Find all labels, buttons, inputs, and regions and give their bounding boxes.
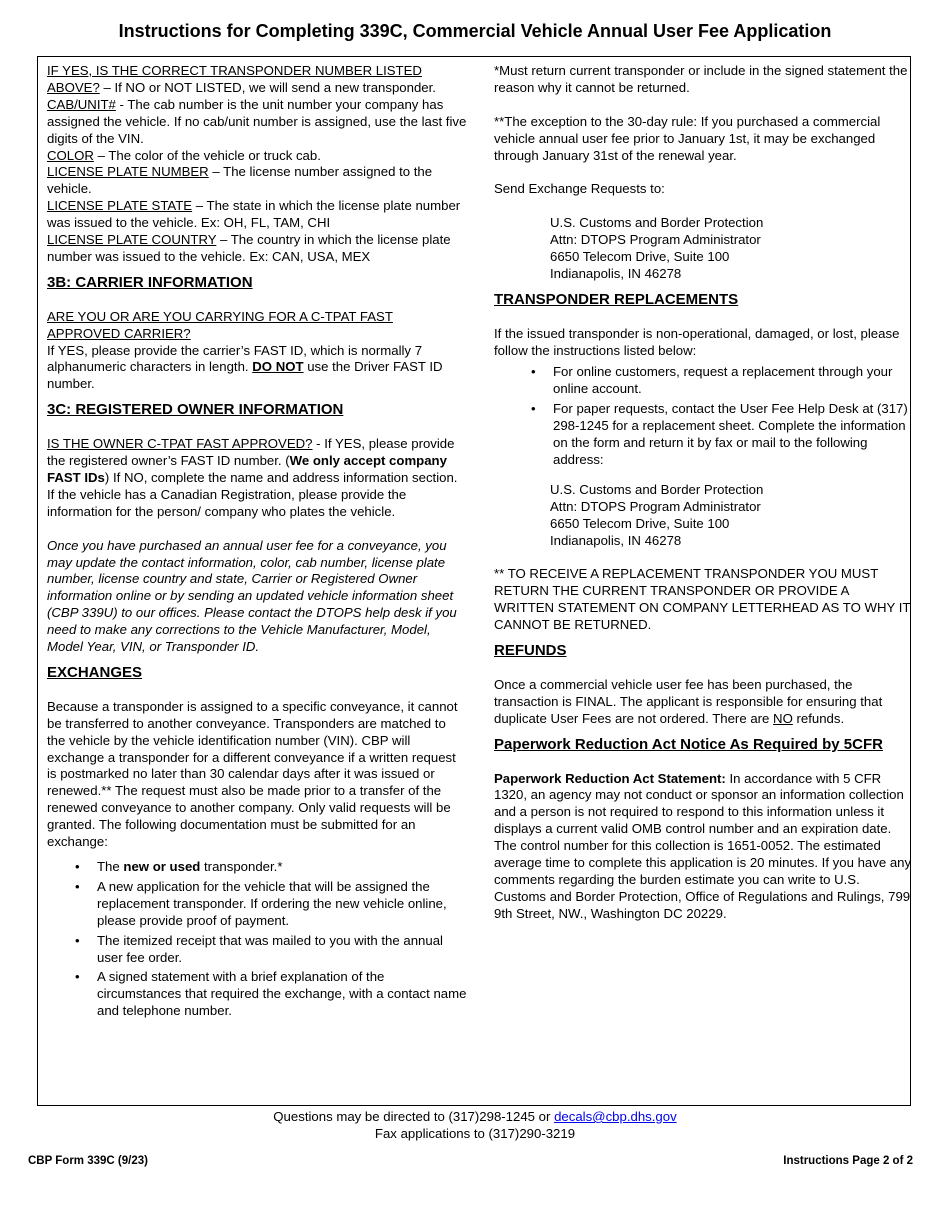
refunds-text-1: Once a commercial vehicle user fee has been purchased, the transaction is FINAL. The applicant is responsible for ensuring that duplicate User Fees are not ordered. There are [494,676,883,726]
email-link[interactable]: decals@cbp.dhs.gov [554,1109,677,1124]
send-to-label: Send Exchange Requests to: [494,181,665,197]
address-line: Attn: DTOPS Program Administrator [550,498,761,514]
list-item [494,401,912,469]
address-line: 6650 Telecom Drive, Suite 100 [550,248,730,264]
prn-bold: Paperwork Reduction Act Statement: [494,770,726,786]
footer-contact [0,1108,950,1142]
owner-text-1: - If YES, please provide the registered owner’s FAST ID number. ( [47,436,455,469]
refunds-no: NO [773,710,793,726]
left-column [47,63,467,1023]
exchange-bullet-list [47,859,467,1020]
list-item [494,364,912,398]
bullet-icon: • [75,859,80,874]
address-line: U.S. Customs and Border Protection [550,215,764,231]
refunds-text [494,677,912,728]
address-line: Attn: DTOPS Program Administrator [550,232,761,248]
carrier-text-1: If YES, please provide the carrier’s FAST ID, which is normally 7 alphanumeric characters in length. [47,342,423,375]
carrier-question: ARE YOU OR ARE YOU CARRYING FOR A C-TPAT FAST APPROVED CARRIER? [47,308,393,341]
cab-unit-item [47,97,467,148]
rep-bullet-1-text: For online customers, request a replacement through your online account. [553,364,893,397]
replacement-address [494,482,912,550]
replacement-bullet-list [494,364,912,468]
plate-state-label: LICENSE PLATE STATE [47,198,193,214]
carrier-do-not: DO NOT [252,359,304,375]
owner-text-2: ) If NO, complete the name and address information section. If the vehicle has a Canadian Registration, please provide the information for the person/ company who plates the vehicle. [47,470,458,519]
bullet-1-bold: new or used [123,859,201,874]
address-line: U.S. Customs and Border Protection [550,481,764,497]
exchanges-text: Because a transponder is assigned to a specific conveyance, it cannot be transferred to another conveyance. Transponders are matched to the vehicle by the vehicle identification number (VIN). CBP will exchange a transponder for a different conveyance if a written request is postmarked no later than 30 calendar days after it was issued or renewed.** The request must also be made prior to a transfer of the renewed conveyance to another company. Only valid requests will be granted. The following documentation must be submitted for an exchange: [47,698,458,850]
fax-line: Fax applications to (317)290-3219 [374,1126,576,1141]
transponder-question: IF YES, IS THE CORRECT TRANSPONDER NUMBER LISTED ABOVE? [47,63,422,95]
exchange-address [494,215,912,283]
transponder-section [47,63,467,97]
questions-line [0,1108,950,1125]
color-item [47,148,467,165]
plate-state-item [47,198,467,232]
carrier-heading: 3B: CARRIER INFORMATION [47,273,253,291]
list-item [47,933,467,967]
refunds-heading: REFUNDS [494,642,567,660]
list-item [47,879,467,930]
address-line: Indianapolis, IN 46278 [550,265,682,281]
plate-number-text: – The license number assigned to the vehicle. [47,164,433,197]
instructions-box [37,56,911,1106]
bullet-icon: • [75,969,80,985]
bullet-2-text: A new application for the vehicle that will be assigned the replacement transponder. If ordering the new vehicle online, please provide proof of payment. [97,878,447,928]
questions-text: Questions may be directed to (317)298-1245 or [273,1109,555,1124]
plate-country-item [47,232,467,266]
transponder-answer: – If NO or NOT LISTED, we will send a new transponder. [99,79,436,95]
list-item [47,969,467,1020]
owner-heading: 3C: REGISTERED OWNER INFORMATION [47,401,344,419]
bullet-icon: • [531,401,536,417]
exchanges-heading: EXCHANGES [47,663,143,681]
replacements-text: If the issued transponder is non-operational, damaged, or lost, please follow the instructions listed below: [494,325,900,358]
update-note: Once you have purchased an annual user fee for a conveyance, you may update the contact information, color, cab number, license plate number, license country and state, Carrier or Registered Owner information online or by sending an updated vehicle information sheet (CBP 339U) to our offices. Please contact the DTOPS help desk if you need to make any corrections to the Vehicle Manufacturer, Model, Model Year, VIN, or Transponder ID. [47,537,457,655]
color-text: – The color of the vehicle or truck cab. [93,147,321,163]
address-line: 6650 Telecom Drive, Suite 100 [550,515,730,531]
bullet-4-text: A signed statement with a brief explanation of the circumstances that required the exchange, with a contact name and telephone number. [97,969,467,1019]
plate-country-label: LICENSE PLATE COUNTRY [47,232,217,248]
must-return-note: *Must return current transponder or include in the signed statement the reason why it cannot be returned. [494,63,908,95]
page-title: Instructions for Completing 339C, Commercial Vehicle Annual User Fee Application [118,21,832,41]
plate-country-text: – The country in which the license plate number was issued to the vehicle. Ex: CAN, USA, MEX [47,232,451,264]
plate-state-text: – The state in which the license plate number was issued to the vehicle. Ex: OH, FL, TAM, CHI [47,198,461,231]
rep-bullet-2-text: For paper requests, contact the User Fee Help Desk at (317) 298-1245 for a replacement sheet. Complete the information on the form and return it by fax or mail to the following address: [553,401,908,467]
bullet-1-post: transponder.* [200,859,283,874]
list-item [47,859,467,876]
replacements-heading: TRANSPONDER REPLACEMENTS [494,290,739,308]
bullet-icon: • [75,932,80,948]
cab-unit-label: CAB/UNIT# [47,96,116,112]
color-label: COLOR [47,147,94,163]
page-number: Instructions Page 2 of 2 [783,1155,913,1167]
refunds-text-2: refunds. [792,710,845,726]
cab-unit-text: - The cab number is the unit number your company has assigned the vehicle. If no cab/unit number is assigned, use the last five digits of the VIN. [47,96,467,146]
bullet-icon: • [531,364,536,380]
bullet-icon: • [75,878,80,894]
plate-number-item [47,164,467,198]
right-column [494,63,912,923]
exception-note: **The exception to the 30-day rule: If you purchased a commercial vehicle annual user fee prior to January 1st, it may be exchanged through January 31st of the renewal year. [494,113,881,163]
owner-question: IS THE OWNER C-TPAT FAST APPROVED? [47,436,313,452]
carrier-text [47,343,467,394]
prn-statement [494,771,912,923]
form-id: CBP Form 339C (9/23) [28,1155,148,1167]
prn-heading: Paperwork Reduction Act Notice As Required by 5CFR [494,735,883,753]
carrier-text-2: use the Driver FAST ID number. [47,359,443,392]
address-line: Indianapolis, IN 46278 [550,532,682,548]
replacement-warning: ** TO RECEIVE A REPLACEMENT TRANSPONDER YOU MUST RETURN THE CURRENT TRANSPONDER OR PROVIDE A WRITTEN STATEMENT ON COMPANY LETTERHEAD AS TO WHY IT CANNOT BE RETURNED. [494,566,911,633]
prn-text: In accordance with 5 CFR 1320, an agency may not conduct or sponsor an information collection and a person is not required to respond to this information unless it displays a current valid OMB control number and an expiration date. The control number for this collection is 1651-0052. The estimated average time to complete this application is 20 minutes. If you have any comments regarding the burden estimate you can write to U.S. Customs and Border Protection, Office of Regulations and Rulings, 799 9th Street, NW., Washington DC 20229. [494,770,912,921]
bullet-1-pre: The [97,859,124,874]
owner-bold: We only accept company FAST IDs [47,453,447,485]
bullet-3-text: The itemized receipt that was mailed to you with the annual user fee order. [97,932,443,965]
plate-number-label: LICENSE PLATE NUMBER [47,164,209,180]
owner-text [47,436,467,521]
